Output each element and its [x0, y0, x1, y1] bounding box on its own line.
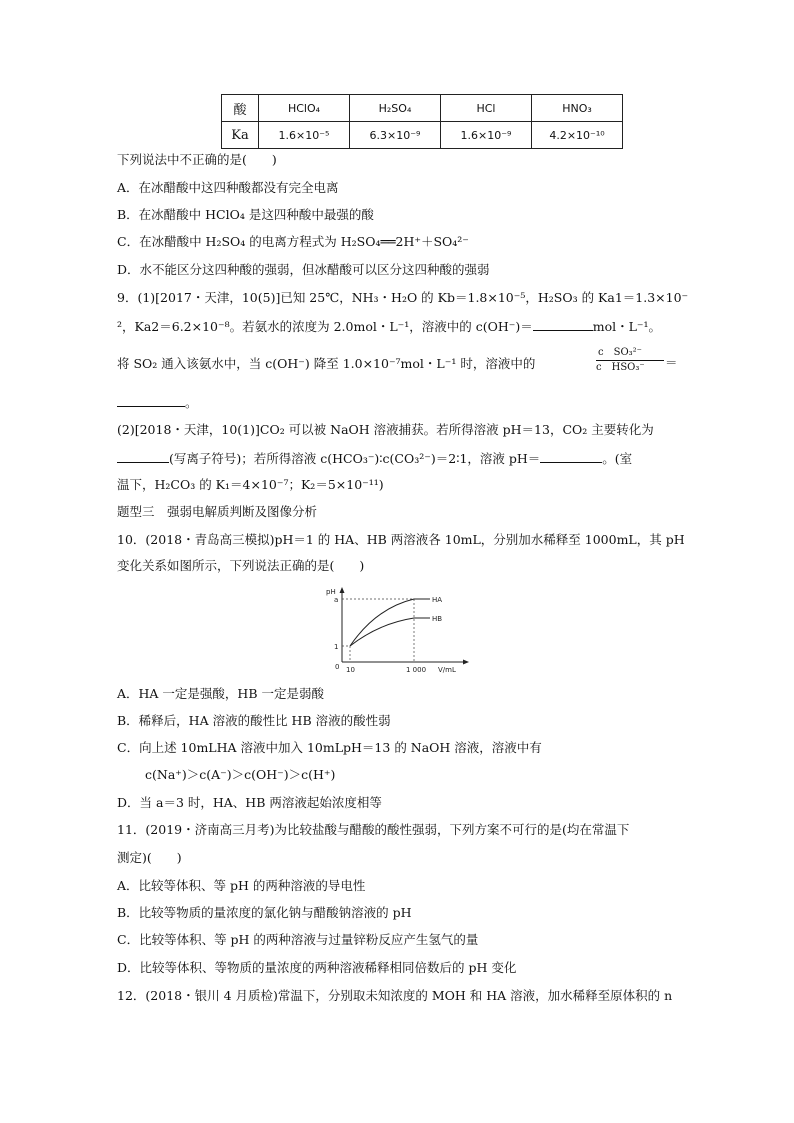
fraction-denominator: c HSO₃⁻ — [596, 362, 645, 373]
fraction-numerator: c SO₃²⁻ — [596, 347, 664, 361]
hb-curve — [350, 618, 430, 646]
q10-option-a: A．HA 一定是强酸，HB 一定是弱酸 — [117, 686, 324, 701]
ka-table-cell: 酸 — [222, 95, 259, 122]
q9-line-2-unit: mol・L⁻¹。 — [592, 319, 662, 334]
section-title: 题型三 强弱电解质判断及图像分析 — [117, 504, 318, 519]
ka-table-cell: 6.3×10⁻⁹ — [350, 122, 441, 149]
hb-series-label: HB — [432, 615, 443, 623]
ka-table-cell: 1.6×10⁻⁹ — [441, 122, 532, 149]
q9-line-4 — [117, 394, 198, 411]
q9-line-6 — [117, 450, 632, 467]
q10-option-d: D．当 a＝3 时，HA、HB 两溶液起始浓度相等 — [117, 795, 382, 810]
q11-option-b: B．比较等物质的量浓度的氯化钠与醋酸钠溶液的 pH — [117, 905, 412, 920]
q10-option-c: C．向上述 10mLHA 溶液中加入 10mLpH＝13 的 NaOH 溶液，溶液中有 — [117, 740, 542, 755]
ka-table-cell: 4.2×10⁻¹⁰ — [532, 122, 623, 149]
q11-option-c: C．比较等体积、等 pH 的两种溶液与过量锌粉反应产生氢气的量 — [117, 932, 479, 947]
q9-line-6-end: 。(室 — [602, 451, 633, 466]
q12-line-1: 12．(2018・银川 4 月质检)常温下，分别取未知浓度的 MOH 和 HA 溶液，加水稀释至原体积的 n — [117, 988, 673, 1003]
ka-table-cell: H₂SO₄ — [350, 95, 441, 122]
q9-line-1: 9．(1)[2017・天津，10(5)]已知 25℃，NH₃・H₂O 的 Kb＝1.8×10⁻⁵，H₂SO₃ 的 Ka1＝1.3×10⁻ — [117, 290, 689, 305]
q8-option-d: D．水不能区分这四种酸的强弱，但冰醋酸可以区分这四种酸的强弱 — [117, 262, 490, 277]
fraction-equals: ＝ — [665, 355, 678, 370]
ha-curve — [350, 599, 430, 646]
q9-line-3: 将 SO₂ 通入该氨水中，当 c(OH⁻) 降至 1.0×10⁻⁷mol・L⁻¹ 时，溶液中的 — [117, 356, 536, 371]
ka-table-cell: 1.6×10⁻⁵ — [259, 122, 350, 149]
ka-table-value-row — [222, 122, 623, 149]
ka-table-header-row — [222, 95, 623, 122]
ka-table-cell: HClO₄ — [259, 95, 350, 122]
q11-line-1: 11．(2019・济南高三月考)为比较盐酸与醋酸的酸性强弱，下列方案不可行的是(均在常温下 — [117, 822, 630, 837]
q11-line-2: 测定)( ) — [117, 850, 182, 865]
ka-table-cell: HNO₃ — [532, 95, 623, 122]
answer-blank — [117, 394, 185, 407]
q10-line-1: 10．(2018・青岛高三模拟)pH＝1 的 HA、HB 两溶液各 10mL，分别加水稀释至 1000mL，其 pH — [117, 532, 685, 547]
q9-line-4-end: 。 — [185, 395, 198, 410]
origin-label: 0 — [335, 663, 340, 671]
q8-option-b: B．在冰醋酸中 HClO₄ 是这四种酸中最强的酸 — [117, 207, 374, 222]
q10-option-c-inequality: c(Na⁺)＞c(A⁻)＞c(OH⁻)＞c(H⁺) — [145, 767, 336, 782]
ha-series-label: HA — [432, 596, 443, 604]
q9-line-5: (2)[2018・天津，10(1)]CO₂ 可以被 NaOH 溶液捕获。若所得溶液 pH＝13，CO₂ 主要转化为 — [117, 422, 654, 437]
q9-line-2-text: ²，Ka2＝6.2×10⁻⁸。若氨水的浓度为 2.0mol・L⁻¹，溶液中的 c(OH⁻)＝ — [117, 319, 533, 334]
q8-option-a: A．在冰醋酸中这四种酸都没有完全电离 — [117, 180, 339, 195]
q11-option-d: D．比较等体积、等物质的量浓度的两种溶液稀释相同倍数后的 pH 变化 — [117, 960, 517, 975]
q9-line-2 — [117, 318, 661, 335]
q8-stem: 下列说法中不正确的是( ) — [117, 152, 277, 167]
x1000-tick-label: 1 000 — [406, 666, 427, 674]
q9-line-6-text: (写离子符号)；若所得溶液 c(HCO₃⁻)∶c(CO₃²⁻)＝2∶1，溶液 pH＝ — [169, 451, 541, 466]
q9-line-7: 温下，H₂CO₃ 的 K₁＝4×10⁻⁷；K₂＝5×10⁻¹¹) — [117, 477, 384, 492]
x10-tick-label: 10 — [346, 666, 355, 674]
q8-option-c: C．在冰醋酸中 H₂SO₄ 的电离方程式为 H₂SO₄══2H⁺＋SO₄²⁻ — [117, 234, 469, 249]
ka-table — [221, 94, 623, 149]
y-axis-arrow — [340, 587, 345, 593]
ph-dilution-graph — [320, 584, 470, 676]
one-tick-label: 1 — [334, 643, 339, 651]
x-axis-arrow — [463, 660, 469, 665]
ka-table-cell: Ka — [222, 122, 259, 149]
answer-blank — [117, 450, 169, 463]
q11-option-a: A．比较等体积、等 pH 的两种溶液的导电性 — [117, 878, 366, 893]
q10-option-b: B．稀释后，HA 溶液的酸性比 HB 溶液的酸性弱 — [117, 713, 391, 728]
answer-blank — [533, 318, 593, 331]
a-tick-label: a — [334, 596, 339, 604]
ka-table-cell: HCl — [441, 95, 532, 122]
x-axis-label: V/mL — [438, 666, 456, 674]
y-axis-label: pH — [326, 588, 336, 596]
q10-line-2: 变化关系如图所示，下列说法正确的是( ) — [117, 558, 365, 573]
concentration-ratio-fraction — [596, 347, 664, 374]
answer-blank — [540, 450, 602, 463]
